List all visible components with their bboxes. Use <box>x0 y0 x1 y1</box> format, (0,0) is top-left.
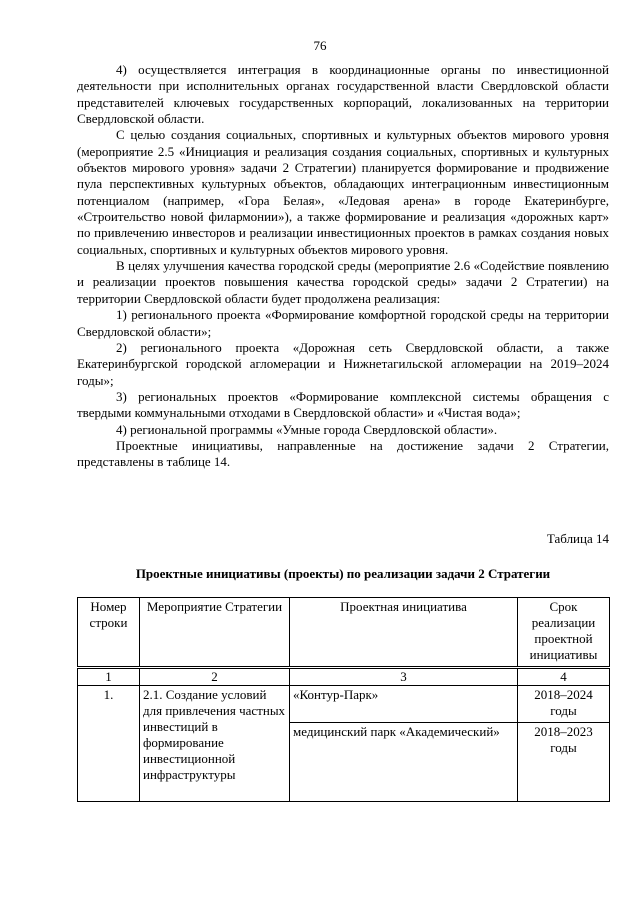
header-cell: Мероприятие Стратегии <box>140 598 290 668</box>
paragraph: 4) осуществляется интеграция в координационные органы по инвестиционной деятельности при исполнительных органах государственной власти Свердловской области представителей ключевых государственных корпораций, локализованных на территории Свердловской области. <box>77 62 609 127</box>
column-number: 1 <box>78 668 140 686</box>
initiative-cell: «Контур-Парк» <box>290 686 518 723</box>
paragraph: 3) региональных проектов «Формирование комплексной системы обращения с твердыми коммунальными отходами в Свердловской области» и «Чистая вода»; <box>77 388 609 421</box>
column-number-row <box>78 668 610 686</box>
term-cell: 2018–2024 годы <box>518 686 610 723</box>
table-header-row <box>78 598 610 668</box>
column-number: 3 <box>290 668 518 686</box>
initiative-cell: медицинский парк «Академический» <box>290 723 518 802</box>
body-text <box>77 62 609 471</box>
paragraph: Проектные инициативы, направленные на достижение задачи 2 Стратегии, представлены в таблице 14. <box>77 437 609 470</box>
header-cell: Проектная инициатива <box>290 598 518 668</box>
row-number: 1. <box>78 686 140 802</box>
page-number: 76 <box>313 38 327 53</box>
table-row <box>78 686 610 723</box>
header-cell: Срок реализации проектной инициативы <box>518 598 610 668</box>
paragraph: 4) региональной программы «Умные города Свердловской области». <box>116 421 498 437</box>
table-title: Проектные инициативы (проекты) по реализации задачи 2 Стратегии <box>135 566 551 581</box>
activity-cell: 2.1. Создание условий для привлечения частных инвестиций в формирование инвестиционной инфраструктуры <box>140 686 290 802</box>
table-caption: Таблица 14 <box>546 531 609 546</box>
paragraph: С целью создания социальных, спортивных и культурных объектов мирового уровня (мероприятие 2.5 «Инициация и реализация создания социальных, спортивных и культурных объектов мирового уровня» задачи 2 Стратегии) планируется формирование и продвижение пула перспективных культурных объектов, обладающих интеграционным инвестиционным потенциалом (например, «Гора Белая», «Ледовая арена» в городе Екатеринбурге, «Строительство новой филармонии»), а также формирование и реализация «дорожных карт» по привлечению инвесторов и реализации инвестиционных проектов в рамках создания новых социальных, спортивных и культурных объектов мирового уровня. <box>77 127 609 257</box>
paragraph: В целях улучшения качества городской среды (мероприятие 2.6 «Содействие появлению и реализации проектов повышения качества городской среды» задачи 2 Стратегии) на территории Свердловской области будет продолжена реализация: <box>77 258 609 306</box>
projects-table <box>77 597 610 802</box>
header-cell: Номер строки <box>78 598 140 668</box>
column-number: 2 <box>140 668 290 686</box>
paragraph: 1) регионального проекта «Формирование комфортной городской среды на территории Свердловской области»; <box>77 307 609 339</box>
term-cell: 2018–2023 годы <box>518 723 610 802</box>
paragraph: 2) регионального проекта «Дорожная сеть Свердловской области, а также Екатеринбургской городской агломерации и Нижнетагильской агломерации на 2019–2024 годы»; <box>77 339 609 388</box>
column-number: 4 <box>518 668 610 686</box>
